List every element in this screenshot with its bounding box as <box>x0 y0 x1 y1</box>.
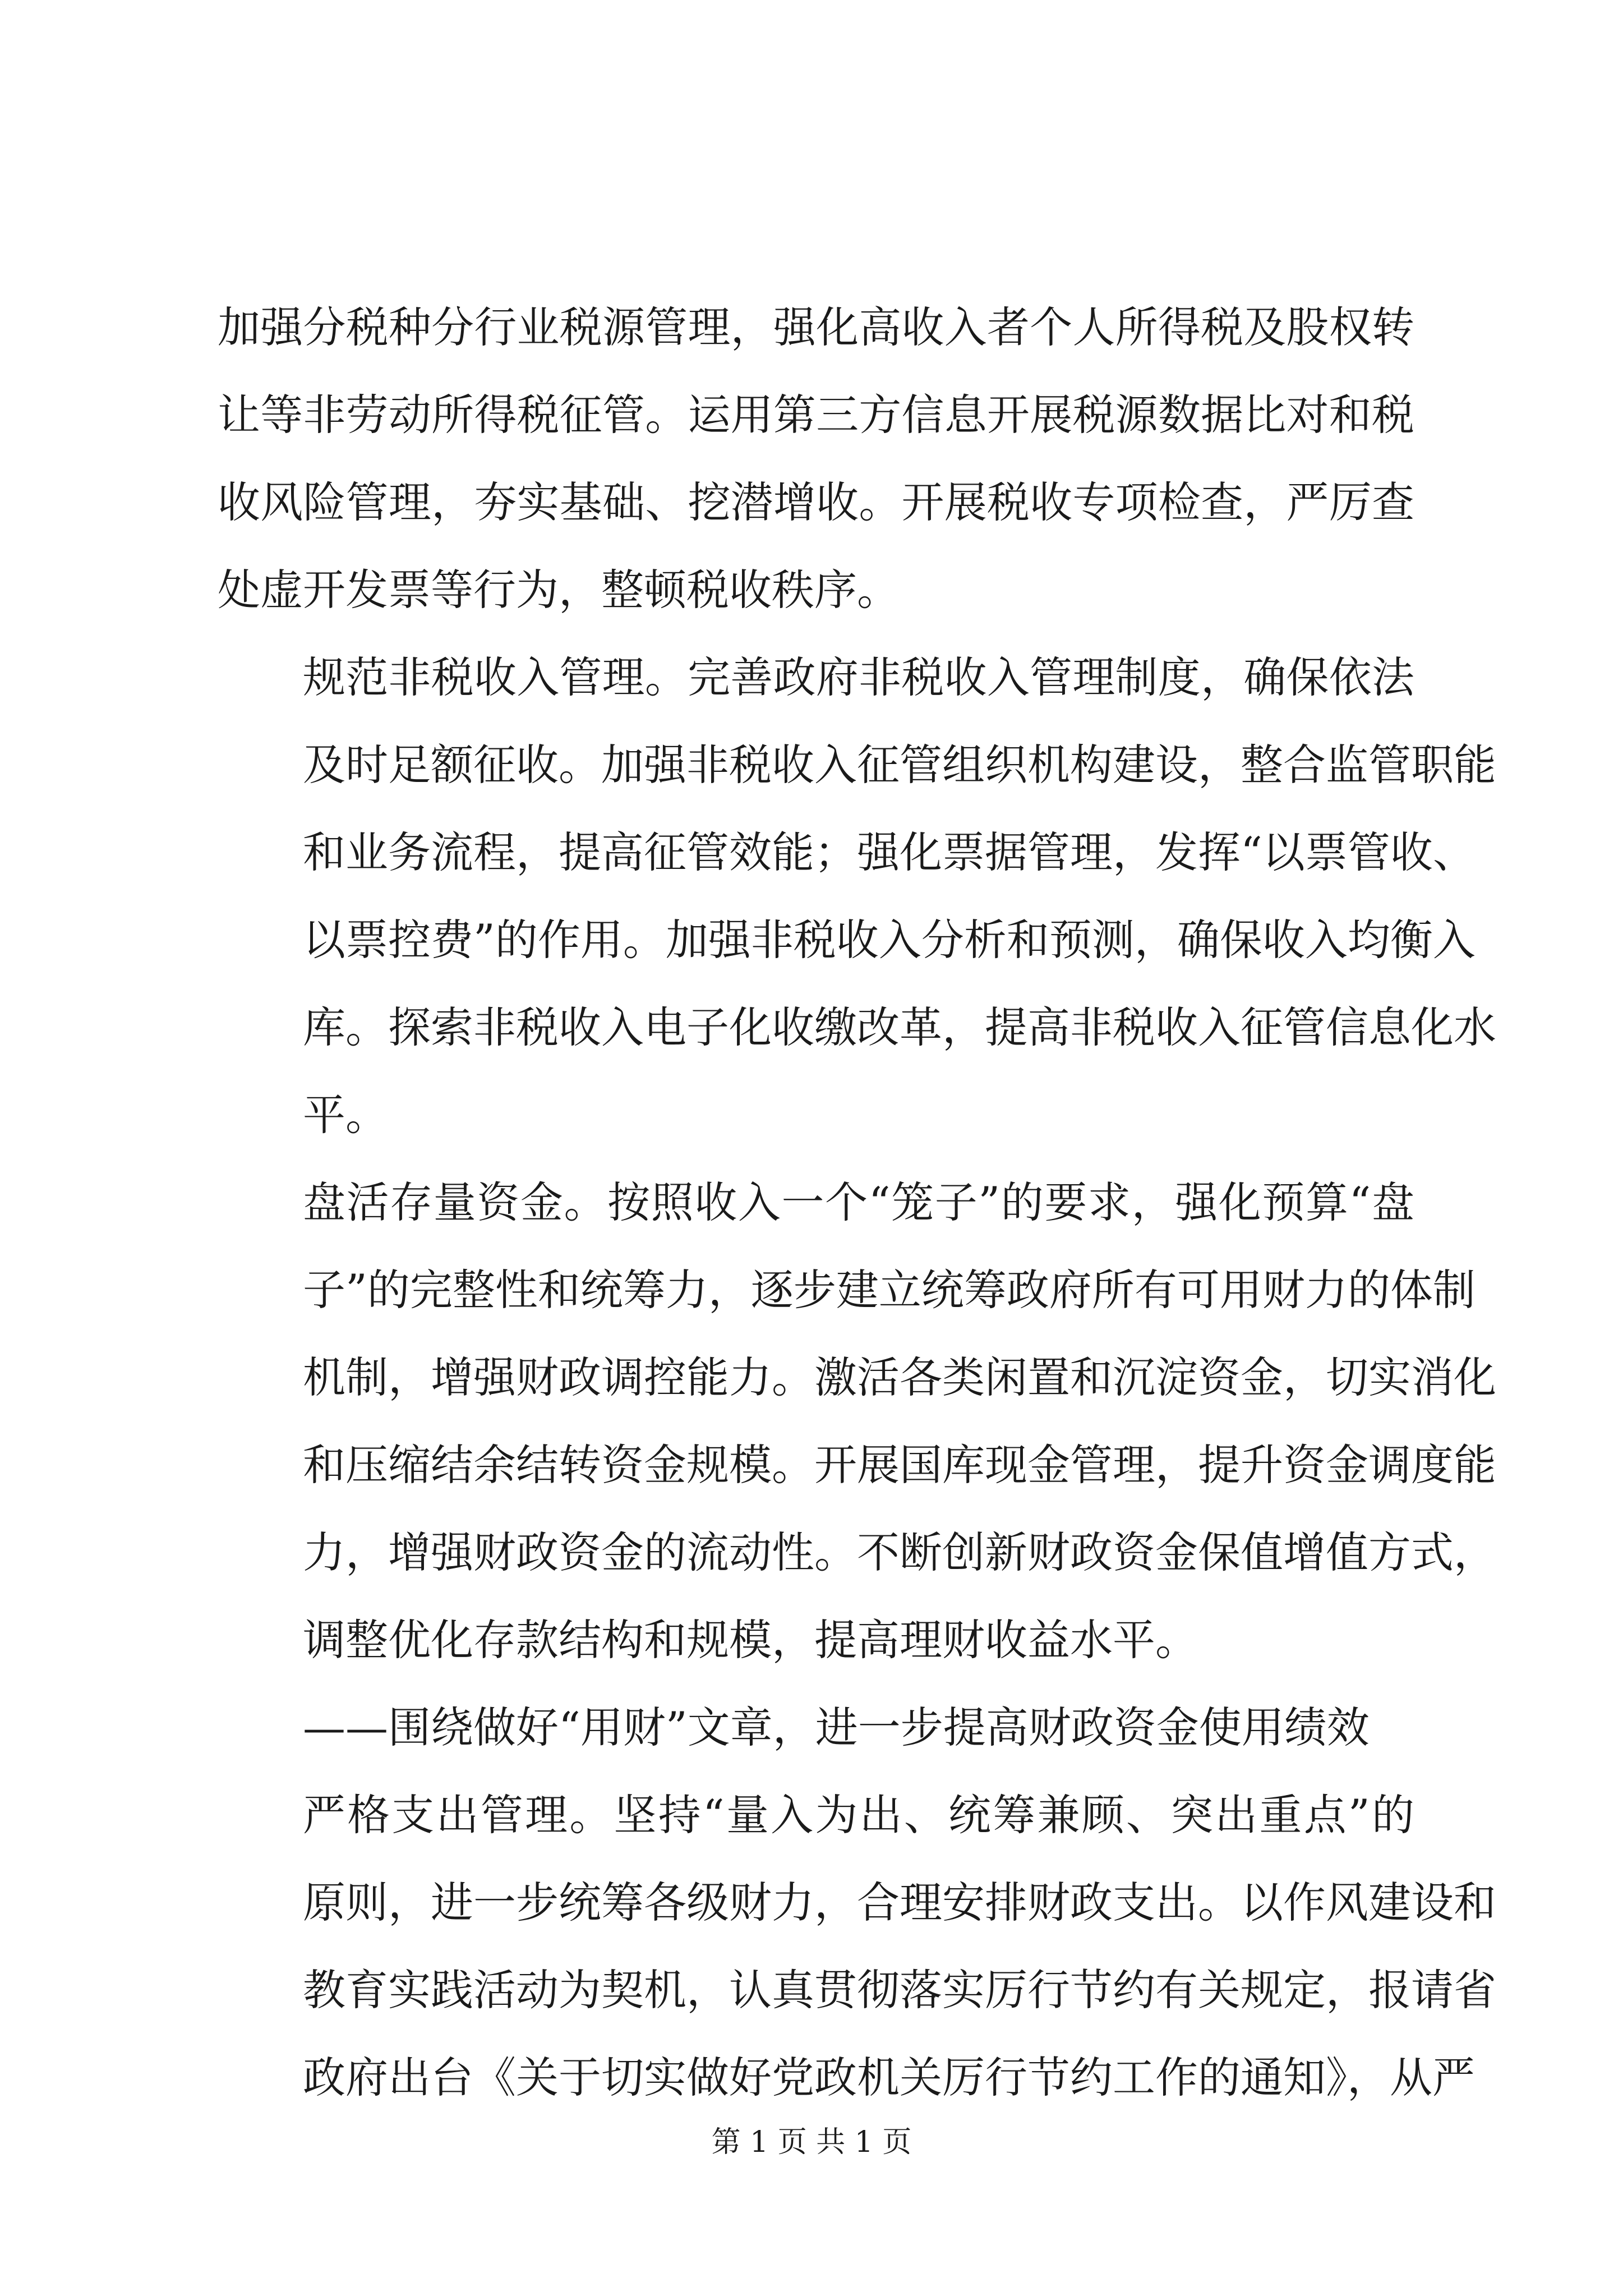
paragraph <box>218 284 1414 634</box>
text-line: 让等非劳动所得税征管。运用第三方信息开展税源数据比对和税 <box>218 390 1414 440</box>
text-line: 及时足额征收。加强非税收入征管组织机构建设，整合监管职能 <box>303 740 1496 790</box>
text-line: 盘活存量资金。按照收入一个“笼子”的要求，强化预算“盘 <box>303 1177 1414 1227</box>
text-line: 处虚开发票等行为，整顿税收秩序。 <box>218 565 900 615</box>
paragraph <box>218 1159 1496 1684</box>
text-line: 和压缩结余结转资金规模。开展国库现金管理，提升资金调度能 <box>303 1440 1496 1490</box>
text-line: 力，增强财政资金的流动性。不断创新财政资金保值增值方式， <box>303 1527 1496 1577</box>
text-line: 收风险管理，夯实基础、挖潜增收。开展税收专项检查，严厉查 <box>218 477 1414 527</box>
text-line: 原则，进一步统筹各级财力，合理安排财政支出。以作风建设和 <box>303 1878 1496 1927</box>
paragraph <box>218 1684 1414 1772</box>
text-line: 库。探索非税收入电子化收缴改革，提高非税收入征管信息化水 <box>303 1002 1496 1052</box>
text-line: 平。 <box>303 1090 388 1140</box>
document-body <box>218 284 1496 2122</box>
text-line: 严格支出管理。坚持“量入为出、统筹兼顾、突出重点”的 <box>303 1790 1414 1840</box>
page-footer: 第 1 页 共 1 页 <box>711 2125 912 2159</box>
text-line: 加强分税种分行业税源管理，强化高收入者个人所得税及股权转 <box>218 302 1414 352</box>
paragraph <box>218 634 1496 1159</box>
text-line: 规范非税收入管理。完善政府非税收入管理制度，确保依法 <box>303 652 1414 702</box>
text-line: 子”的完整性和统筹力，逐步建立统筹政府所有可用财力的体制 <box>303 1265 1476 1315</box>
text-line: 以票控费”的作用。加强非税收入分析和预测，确保收入均衡入 <box>303 915 1476 965</box>
text-line: 教育实践活动为契机，认真贯彻落实厉行节约有关规定，报请省 <box>303 1965 1496 2015</box>
text-line: 调整优化存款结构和规模，提高理财收益水平。 <box>303 1615 1198 1665</box>
paragraph <box>218 1772 1496 2122</box>
text-line: 机制，增强财政调控能力。激活各类闲置和沉淀资金，切实消化 <box>303 1352 1496 1402</box>
text-line: ——围绕做好“用财”文章，进一步提高财政资金使用绩效 <box>303 1703 1370 1752</box>
text-line: 政府出台《关于切实做好党政机关厉行节约工作的通知》，从严 <box>303 2053 1475 2102</box>
text-line: 和业务流程，提高征管效能；强化票据管理，发挥“以票管收、 <box>303 827 1476 877</box>
